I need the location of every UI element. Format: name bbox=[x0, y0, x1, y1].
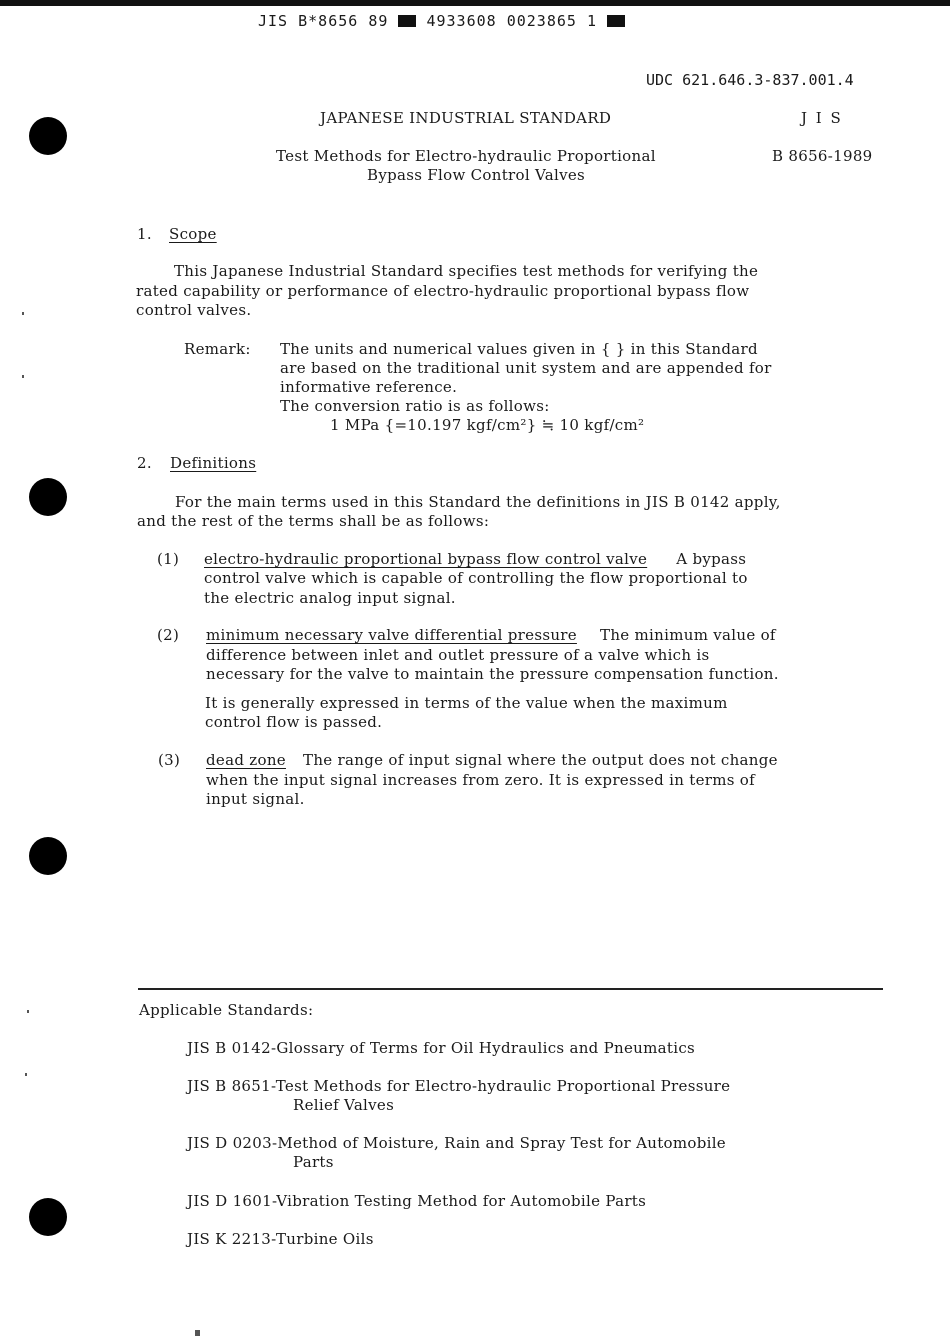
scan-speck bbox=[195, 1330, 200, 1336]
definition-text: A bypass bbox=[676, 550, 747, 568]
applicable-standard-item: JIS B 0142-Glossary of Terms for Oil Hydraulics and Pneumatics bbox=[187, 1039, 696, 1057]
definition-text: The minimum value of bbox=[600, 626, 776, 644]
punch-hole-3 bbox=[29, 837, 67, 875]
definition-item-1-first-line bbox=[204, 550, 746, 568]
section-number: 1. bbox=[137, 225, 152, 243]
document-code-part2: 4933608 0023865 1 bbox=[426, 12, 597, 30]
document-title-line2: Bypass Flow Control Valves bbox=[367, 166, 586, 184]
definition-number: (3) bbox=[158, 751, 181, 769]
section-number: 2. bbox=[137, 454, 152, 472]
definition-item-3-first-line bbox=[206, 751, 778, 769]
definition-term: dead zone bbox=[206, 751, 286, 769]
definition-text-line: control valve which is capable of controlling the flow proportional to bbox=[204, 569, 748, 587]
applicable-standard-item: JIS K 2213-Turbine Oils bbox=[187, 1230, 374, 1248]
definition-number: (1) bbox=[157, 550, 180, 568]
remark-line: informative reference. bbox=[280, 378, 458, 396]
applicable-standard-item: JIS B 8651-Test Methods for Electro-hydraulic Proportional Pressure bbox=[187, 1077, 731, 1095]
definition-text-line: input signal. bbox=[206, 790, 305, 808]
jis-label: J I S bbox=[801, 109, 843, 127]
definition-item-2-first-line bbox=[206, 626, 776, 644]
conversion-formula: 1 MPa {=10.197 kgf/cm²} ≒ 10 kgf/cm² bbox=[330, 416, 645, 434]
footnote-divider bbox=[138, 988, 883, 990]
section-heading-scope: Scope bbox=[169, 225, 217, 243]
remark-label: Remark: bbox=[184, 340, 251, 358]
definition-text-line: difference between inlet and outlet pressure of a valve which is bbox=[206, 646, 710, 664]
document-title-line1: Test Methods for Electro-hydraulic Proportional bbox=[276, 147, 656, 165]
document-code-line bbox=[258, 12, 625, 30]
remark-line: The conversion ratio is as follows: bbox=[280, 397, 550, 415]
applicable-standard-item: JIS D 1601-Vibration Testing Method for Automobile Parts bbox=[187, 1192, 647, 1210]
scope-paragraph-line: This Japanese Industrial Standard specifies test methods for verifying the bbox=[174, 262, 759, 280]
document-code-part1: JIS B*8656 89 bbox=[258, 12, 389, 30]
section-heading-definitions: Definitions bbox=[170, 454, 257, 472]
definition-note-line: control flow is passed. bbox=[205, 713, 383, 731]
scope-paragraph-line: rated capability or performance of electro-hydraulic proportional bypass flow bbox=[136, 282, 750, 300]
scan-speck bbox=[25, 1073, 27, 1076]
definitions-intro-line: For the main terms used in this Standard the definitions in JIS B 0142 apply, bbox=[175, 493, 781, 511]
standard-number: B 8656-1989 bbox=[772, 147, 873, 165]
definitions-intro-line: and the rest of the terms shall be as follows: bbox=[137, 512, 490, 530]
redaction-block bbox=[607, 15, 625, 27]
definition-term: minimum necessary valve differential pressure bbox=[206, 626, 577, 644]
applicable-standard-item-continuation: Parts bbox=[293, 1153, 334, 1171]
applicable-standards-heading: Applicable Standards: bbox=[139, 1001, 314, 1019]
applicable-standard-item: JIS D 0203-Method of Moisture, Rain and Spray Test for Automobile bbox=[187, 1134, 726, 1152]
scan-speck bbox=[22, 375, 24, 378]
punch-hole-4 bbox=[29, 1198, 67, 1236]
applicable-standard-item-continuation: Relief Valves bbox=[293, 1096, 395, 1114]
punch-hole-1 bbox=[29, 117, 67, 155]
scan-top-border bbox=[0, 0, 950, 6]
remark-line: are based on the traditional unit system and are appended for bbox=[280, 359, 772, 377]
definition-text-line: the electric analog input signal. bbox=[204, 589, 456, 607]
definition-term: electro-hydraulic proportional bypass flow control valve bbox=[204, 550, 648, 568]
standard-organization: JAPANESE INDUSTRIAL STANDARD bbox=[320, 109, 612, 127]
definition-note-line: It is generally expressed in terms of the value when the maximum bbox=[205, 694, 728, 712]
scan-speck bbox=[27, 1010, 29, 1013]
definition-number: (2) bbox=[157, 626, 180, 644]
udc-number: UDC 621.646.3-837.001.4 bbox=[646, 71, 854, 89]
scan-speck bbox=[22, 312, 24, 315]
definition-text-line: necessary for the valve to maintain the pressure compensation function. bbox=[206, 665, 779, 683]
remark-line: The units and numerical values given in { } in this Standard bbox=[280, 340, 758, 358]
definition-text: The range of input signal where the output does not change bbox=[303, 751, 778, 769]
redaction-block bbox=[398, 15, 416, 27]
scope-paragraph-line: control valves. bbox=[136, 301, 252, 319]
punch-hole-2 bbox=[29, 478, 67, 516]
definition-text-line: when the input signal increases from zero. It is expressed in terms of bbox=[206, 771, 755, 789]
